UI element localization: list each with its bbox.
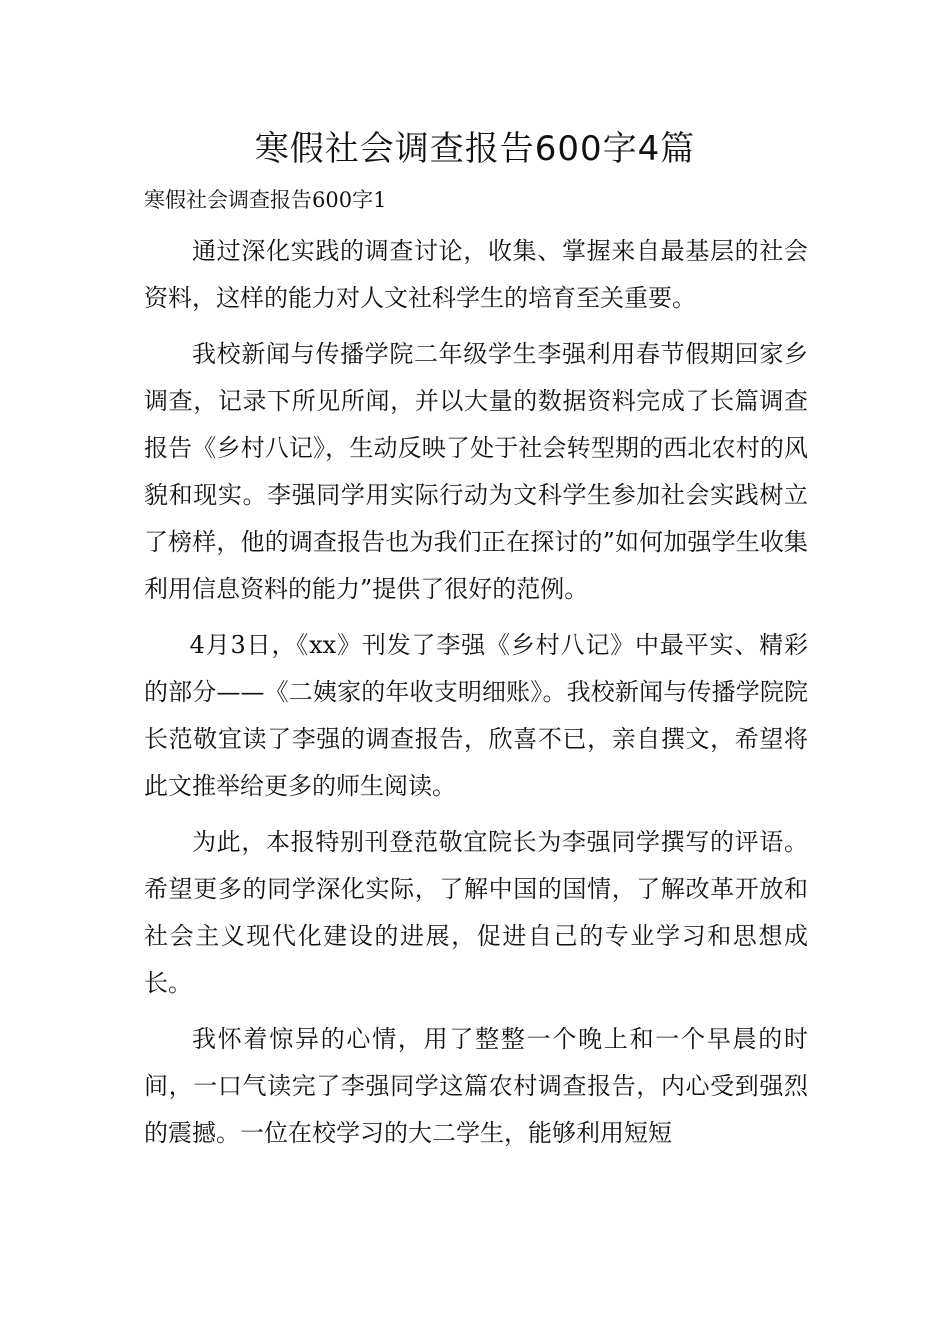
paragraph-1: 通过深化实践的调查讨论，收集、掌握来自最基层的社会资料，这样的能力对人文社科学生的培育至关重要。 [144,237,808,312]
paragraph-3: 4月3日，《xx》刊发了李强《乡村八记》中最平实、精彩的部分——《二姨家的年收支明细账》。我校新闻与传播学院院长范敬宜读了李强的调查报告，欣喜不已，亲自撰文，希望将此文推举给更多的师生阅读。 [144,631,808,800]
section-heading: 寒假社会调查报告600字1 [144,188,387,212]
paragraph-4: 为此，本报特别刊登范敬宜院长为李强同学撰写的评语。希望更多的同学深化实际，了解中国的国情，了解改革开放和社会主义现代化建设的进展，促进自己的专业学习和思想成长。 [144,828,808,997]
document-body [144,228,808,1166]
paragraph-2: 我校新闻与传播学院二年级学生李强利用春节假期回家乡调查，记录下所见所闻，并以大量的数据资料完成了长篇调查报告《乡村八记》，生动反映了处于社会转型期的西北农村的风貌和现实。李强同学用实际行动为文科学生参加社会实践树立了榜样，他的调查报告也为我们正在探讨的”如何加强学生收集利用信息资料的能力”提供了很好的范例。 [144,340,808,603]
paragraph-5: 我怀着惊异的心情，用了整整一个晚上和一个早晨的时间，一口气读完了李强同学这篇农村调查报告，内心受到强烈的震撼。一位在校学习的大二学生，能够利用短短 [144,1025,808,1147]
document-title: 寒假社会调查报告600字4篇 [254,129,696,169]
